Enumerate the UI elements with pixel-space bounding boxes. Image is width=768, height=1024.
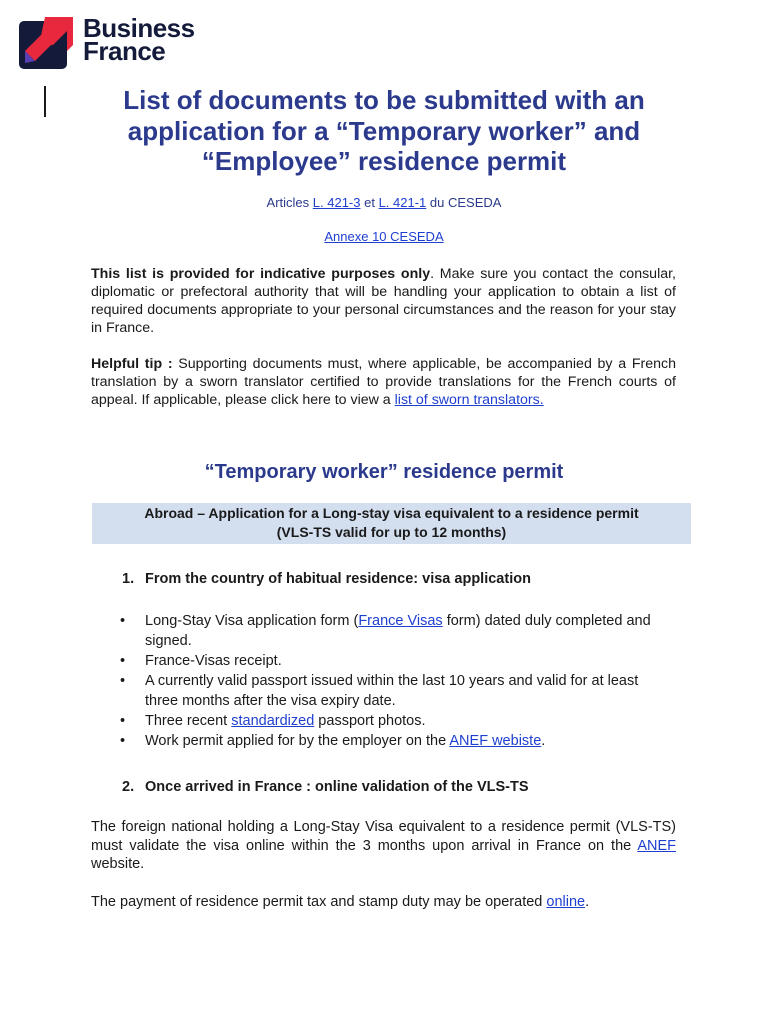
brand-line1: Business [83, 13, 195, 43]
list-item [120, 671, 668, 711]
sworn-translators-link[interactable]: list of sworn translators. [394, 392, 544, 408]
banner-line2: (VLS-TS valid for up to 12 months) [276, 524, 507, 540]
validation-text-post: website. [91, 856, 145, 872]
annexe-reference [92, 229, 676, 244]
article-l421-3-link[interactable]: L. 421-3 [312, 195, 361, 210]
tip-text: Supporting documents must, where applicable, be accompanied by a French translation by a sworn translator certified to provide translations for the French courts of appeal. If applicable, please click here to view a [91, 356, 676, 408]
validation-text: The foreign national holding a Long-Stay Visa equivalent to a residence permit (VLS-TS) must validate the visa online within the 3 months upon arrival in France on the [91, 819, 676, 854]
step-2-heading [122, 779, 529, 795]
intro-bold: This list is provided for indicative purposes only [91, 266, 431, 282]
standardized-link[interactable]: standardized [231, 713, 315, 729]
annexe-10-link[interactable]: Annexe 10 CESEDA [324, 229, 444, 244]
articles-middle: et [364, 195, 375, 210]
online-payment-link[interactable]: online [546, 894, 586, 910]
intro-paragraph [91, 265, 676, 337]
articles-reference [92, 195, 676, 210]
payment-text: The payment of residence permit tax and stamp duty may be operated [91, 894, 547, 910]
section-title: “Temporary worker” residence permit [204, 461, 564, 483]
banner-line1: Abroad – Application for a Long-stay visa equivalent to a residence permit [144, 505, 639, 521]
list-item [120, 711, 668, 731]
business-france-logo-icon [19, 17, 73, 69]
step-1-label: From the country of habitual residence: visa application [145, 571, 531, 587]
list-item [120, 611, 668, 651]
payment-paragraph [91, 893, 676, 911]
step-1-number: 1. [122, 571, 135, 587]
b2-text: France-Visas receipt. [145, 653, 282, 669]
list-item [120, 731, 668, 751]
b3-text: A currently valid passport issued within the last 10 years and valid for at least three months after the visa expiry date. [145, 673, 639, 709]
intro-text: . Make sure you contact the consular, diplomatic or prefectoral authority that will be handling your application to obtain a list of required documents appropriate to your personal circumstances and the reason for your stay in France. [91, 266, 676, 336]
b5-text-post: . [541, 733, 546, 749]
payment-text-post: . [585, 894, 590, 910]
article-l421-1-link[interactable]: L. 421-1 [378, 195, 427, 210]
b5-text: Work permit applied for by the employer on the [145, 733, 450, 749]
abroad-banner [92, 503, 691, 544]
france-visas-link[interactable]: France Visas [358, 613, 443, 629]
brand-line2: France [83, 36, 166, 66]
list-item [120, 651, 668, 671]
step-1-heading [122, 571, 531, 587]
b1-text: Long-Stay Visa application form ( [145, 613, 359, 629]
b1-text-post: form) dated duly completed and signed. [145, 613, 651, 649]
anef-link[interactable]: ANEF [637, 837, 676, 854]
validation-paragraph [91, 818, 676, 874]
tip-bold: Helpful tip : [91, 356, 173, 372]
anef-website-link[interactable]: ANEF webiste [449, 733, 542, 749]
documents-list [120, 611, 668, 751]
b4-text-post: passport photos. [314, 713, 426, 729]
document-title: List of documents to be submitted with an application for a “Temporary worker” and “Employee” residence permit [123, 85, 645, 176]
articles-prefix: Articles [266, 195, 310, 210]
b4-text: Three recent [145, 713, 232, 729]
articles-suffix: du CESEDA [429, 195, 502, 210]
business-france-wordmark [83, 13, 195, 66]
text-cursor-bar [44, 86, 46, 117]
step-2-number: 2. [122, 779, 135, 795]
business-france-logo [19, 13, 219, 71]
helpful-tip-paragraph [91, 355, 676, 409]
step-2-label: Once arrived in France : online validation of the VLS-TS [145, 779, 529, 795]
